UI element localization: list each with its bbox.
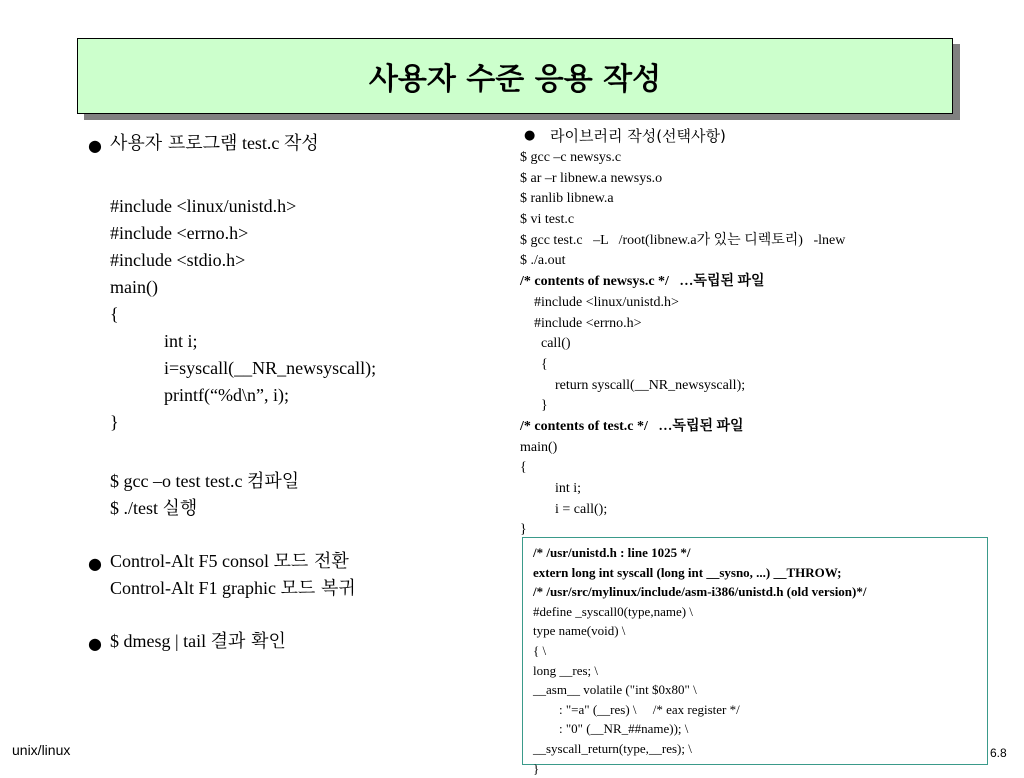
- shell-line: $ ar –r libnew.a newsys.o: [520, 170, 663, 186]
- newsys-code-line: {: [520, 356, 548, 372]
- run-line: $ ./test 실행: [110, 498, 198, 519]
- code-line: main(): [110, 277, 158, 297]
- bullet1-kr: 사용자 프로그램: [110, 133, 238, 154]
- shell-line: $ gcc –c newsys.c: [520, 150, 622, 165]
- page-title: 사용자 수준 응용 작성: [368, 62, 662, 97]
- syscall-note-box: [522, 537, 988, 776]
- note-line: __syscall_return(type,__res); \: [533, 740, 692, 756]
- newsys-comment: /* contents of newsys.c */ …독립된 파일: [520, 274, 765, 290]
- note-line: __asm__ volatile ("int $0x80" \: [533, 682, 697, 698]
- note-line: { \: [533, 642, 547, 658]
- newsys-code-line: }: [520, 398, 548, 414]
- bullet-dot-icon: ●: [88, 136, 102, 155]
- note-line: }: [533, 760, 540, 776]
- note-bold-line: extern long int syscall (long int __sysno, ...) __THROW;: [533, 564, 842, 580]
- newsys-code-line: #include <linux/unistd.h>: [520, 294, 679, 310]
- shell-line: $ ranlib libnew.a: [520, 191, 614, 207]
- note-bold-line: /* /usr/src/mylinux/include/asm-i386/unistd.h (old version)*/: [533, 584, 867, 600]
- shell-line: $ vi test.c: [520, 212, 575, 228]
- bullet-dot-icon: ●: [524, 128, 536, 143]
- code-line: #include <errno.h>: [110, 223, 249, 243]
- test-comment: /* contents of test.c */ …독립된 파일: [520, 418, 744, 434]
- page-number: 6.8: [990, 746, 1007, 760]
- bullet-library: ● 라이브러리 작성(선택사항): [520, 124, 960, 148]
- shell-line: $ gcc test.c –L /root(libnew.a가 있는 디렉토리) -lnew: [520, 232, 846, 248]
- code-line: #include <linux/unistd.h>: [110, 196, 297, 216]
- bullet-user-program: [88, 130, 518, 161]
- code-line: #include <stdio.h>: [110, 250, 246, 270]
- test-code-line: i = call();: [520, 501, 608, 517]
- note-line: : "=a" (__res) \ /* eax register */: [533, 701, 740, 717]
- right-column: [520, 124, 960, 541]
- code-line: }: [110, 412, 119, 432]
- footer-label: unix/linux: [12, 742, 71, 758]
- note-line: type name(void) \: [533, 623, 626, 639]
- bullet-dot-icon: ●: [88, 634, 102, 653]
- test-code-line: }: [520, 522, 527, 538]
- bullet-console-mode: ● Control-Alt F5 consol 모드 전환 Control-Alt F1 graphic 모드 복귀: [88, 548, 518, 602]
- left-column: [88, 130, 518, 161]
- test-c-code-block: [110, 193, 376, 436]
- note-bold-line: /* /usr/unistd.h : line 1025 */: [533, 545, 691, 560]
- code-line: i=syscall(__NR_newsyscall);: [110, 358, 377, 378]
- newsys-code-line: return syscall(__NR_newsyscall);: [520, 377, 746, 393]
- note-line: #define _syscall0(type,name) \: [533, 603, 693, 619]
- compile-line: $ gcc –o test test.c 컴파일: [110, 471, 300, 492]
- code-line: printf(“%d\n”, i);: [110, 385, 289, 405]
- code-line: int i;: [110, 331, 198, 351]
- compile-commands: [110, 468, 299, 522]
- bullet1-file: test.c: [237, 133, 284, 153]
- bullet1-kr2: 작성: [283, 133, 319, 154]
- code-line: {: [110, 304, 119, 324]
- note-line: : "0" (__NR_##name)); \: [533, 721, 689, 737]
- bullet-dmesg: ● $ dmesg | tail 결과 확인: [88, 628, 518, 659]
- note-line: long __res; \: [533, 662, 598, 678]
- title-box: [77, 38, 953, 114]
- test-code-line: main(): [520, 439, 558, 455]
- newsys-code-line: #include <errno.h>: [520, 315, 642, 331]
- test-code-line: int i;: [520, 481, 582, 496]
- bullet-dot-icon: ●: [88, 554, 102, 573]
- shell-line: $ ./a.out: [520, 253, 566, 269]
- newsys-code-line: call(): [520, 336, 571, 352]
- test-code-line: {: [520, 460, 527, 476]
